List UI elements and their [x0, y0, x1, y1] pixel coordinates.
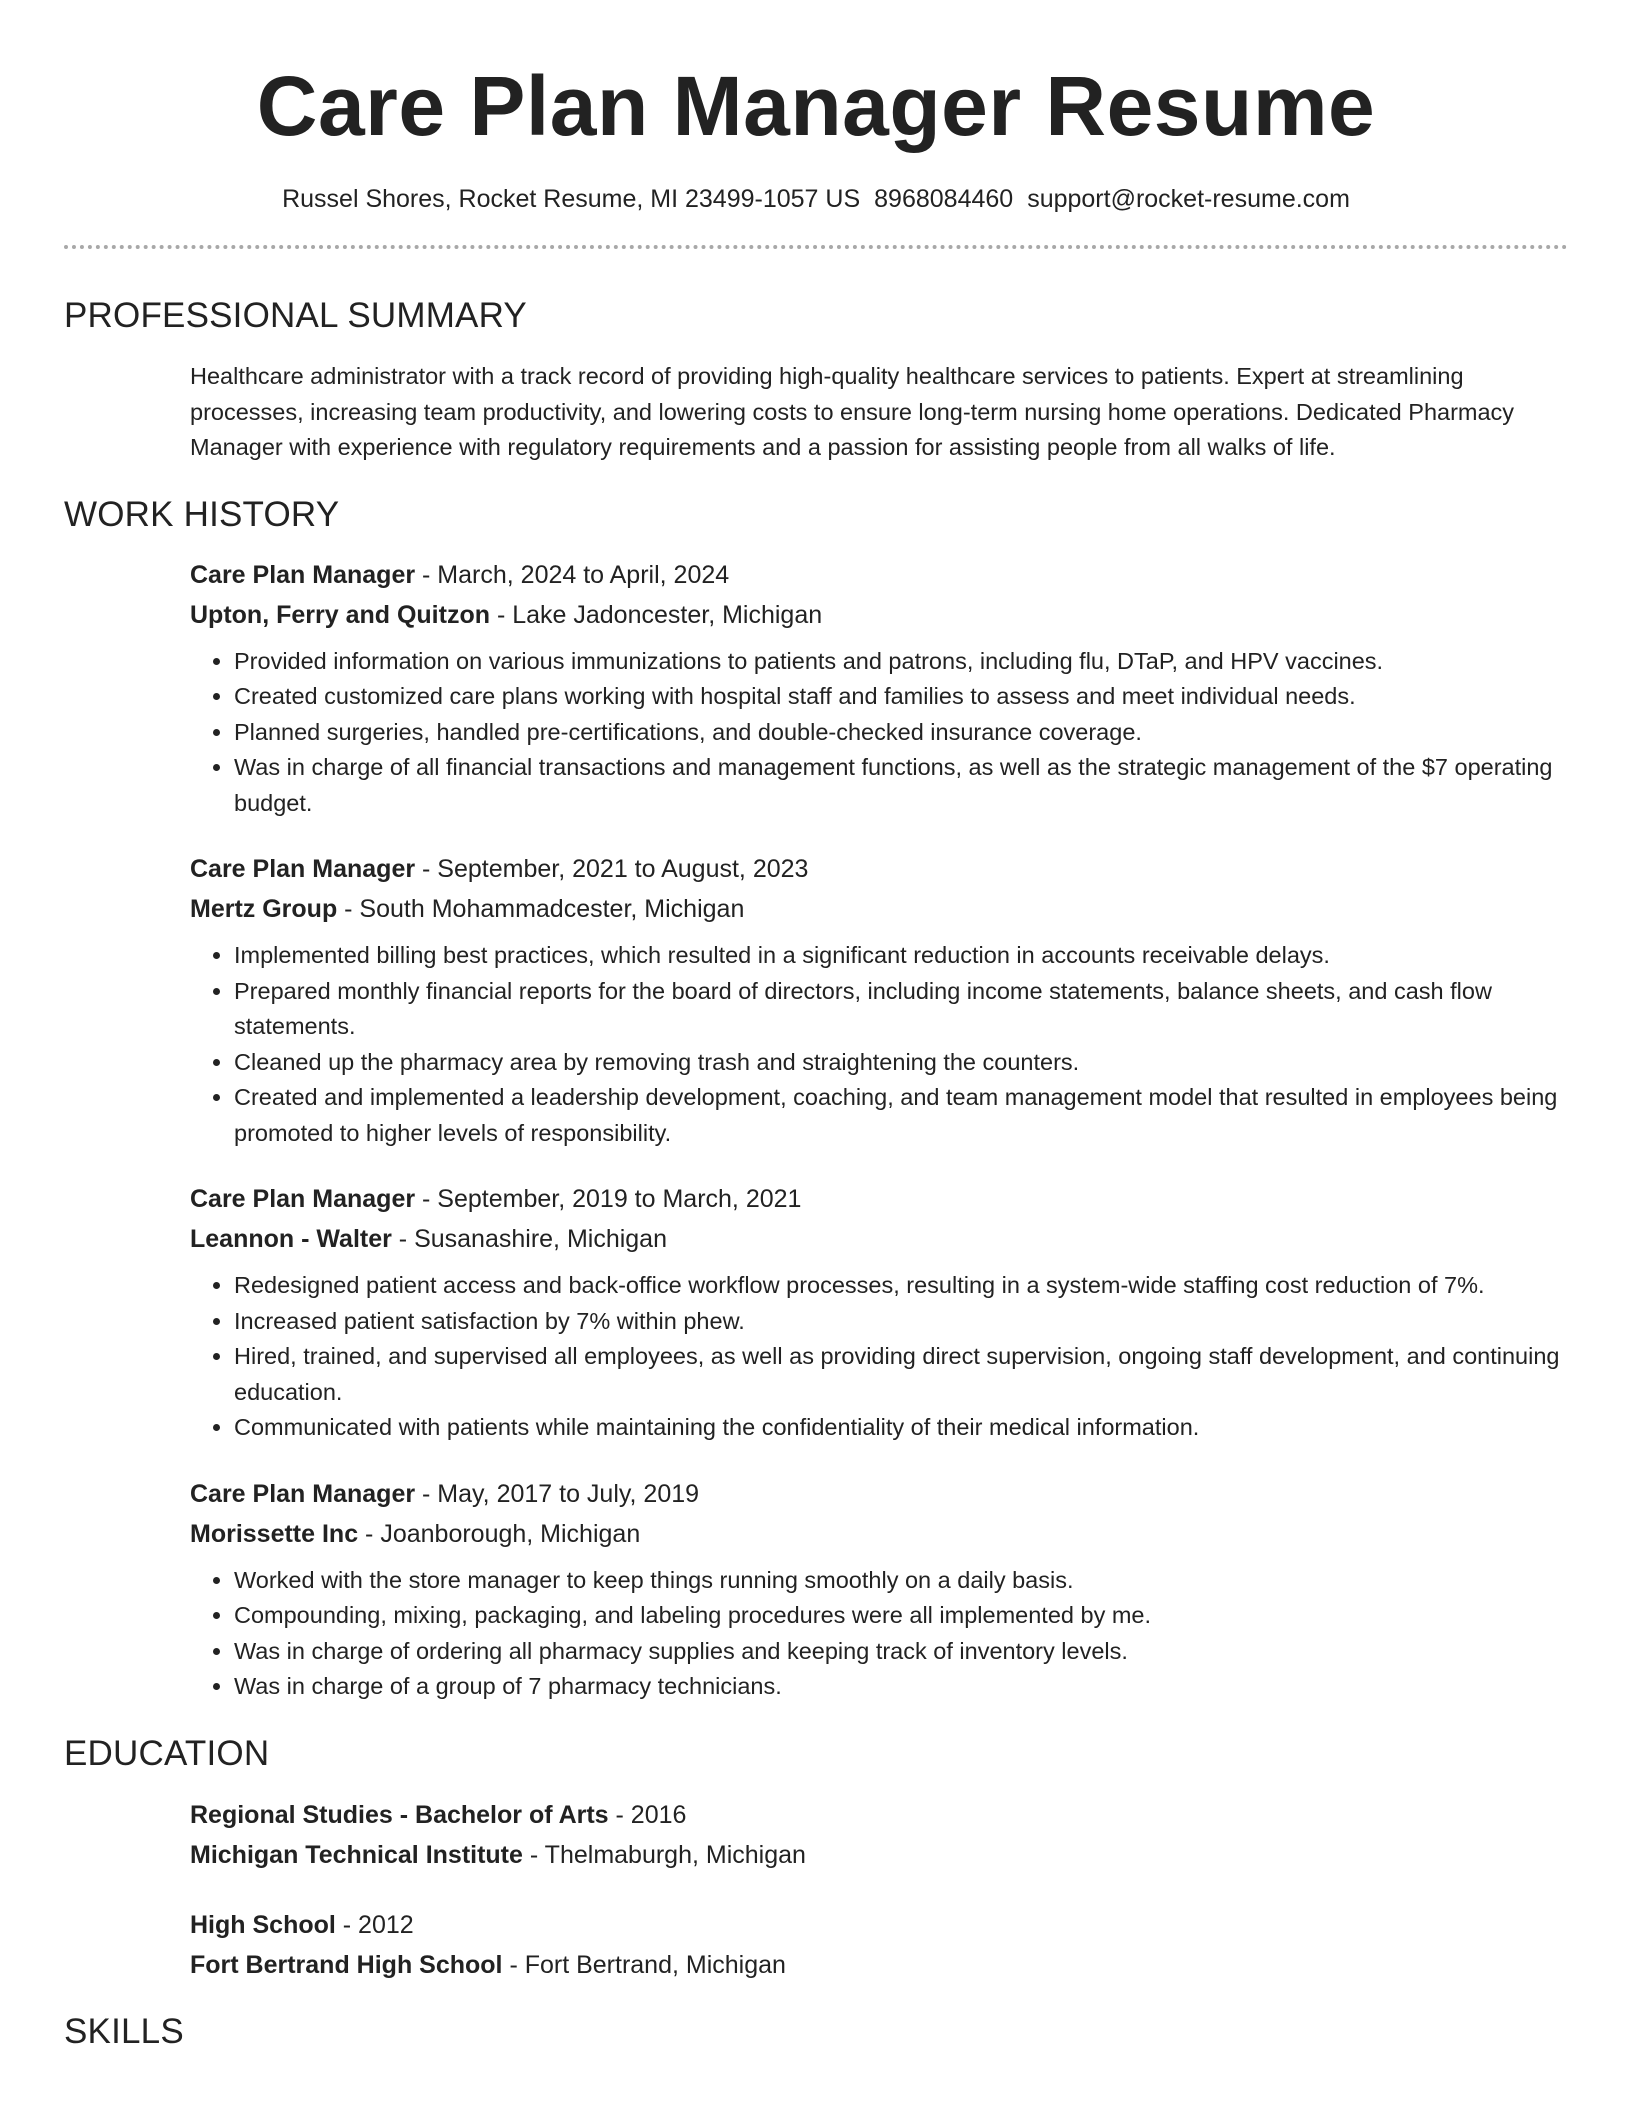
education-location: - Fort Bertrand, Michigan	[502, 1950, 786, 1979]
education-entry	[190, 1795, 1568, 1875]
job-bullet: • Compounding, mixing, packaging, and labeling procedures were all implemented by me.	[234, 1598, 1568, 1634]
job-entry	[190, 1474, 1568, 1705]
contact-email[interactable]: support@rocket-resume.com	[1027, 185, 1350, 213]
job-role: Care Plan Manager	[190, 855, 416, 883]
job-company-line	[190, 1219, 1568, 1259]
contact-phone: 8968084460	[874, 185, 1014, 213]
education-school-line	[190, 1945, 1568, 1985]
job-role-line	[190, 849, 1568, 889]
job-bullet: • Increased patient satisfaction by 7% within phew.	[234, 1304, 1568, 1340]
skills-heading: SKILLS	[64, 2011, 184, 2051]
education-year: - 2016	[608, 1800, 687, 1829]
job-bullet: • Was in charge of a group of 7 pharmacy technicians.	[234, 1669, 1568, 1705]
education-school: Michigan Technical Institute	[190, 1840, 523, 1869]
job-dates: - March, 2024 to April, 2024	[415, 560, 730, 589]
job-bullet: • Redesigned patient access and back-office workflow processes, resulting in a system-wide staffing cost reduction of 7%.	[234, 1268, 1568, 1304]
education-school-line	[190, 1835, 1568, 1875]
job-bullet: • Was in charge of all financial transactions and management functions, as well as the strategic management of the $7 operating budget.	[234, 750, 1568, 821]
education-entry	[190, 1905, 1568, 1985]
job-role-line	[190, 1474, 1568, 1514]
education-year: - 2012	[335, 1910, 414, 1939]
education-body	[190, 1795, 1568, 1985]
resume-page	[64, 0, 1568, 2112]
education-location: - Thelmaburgh, Michigan	[522, 1840, 806, 1869]
work-history-body	[190, 555, 1568, 1705]
job-bullets	[190, 644, 1568, 822]
contact-line	[64, 183, 1568, 215]
summary-section	[64, 295, 1568, 466]
job-role-line	[190, 555, 1568, 595]
job-entry	[190, 849, 1568, 1151]
job-bullet: • Prepared monthly financial reports for the board of directors, including income statements, balance sheets, and cash flow statements.	[234, 974, 1568, 1045]
job-company-line	[190, 1514, 1568, 1554]
summary-heading: PROFESSIONAL SUMMARY	[64, 296, 527, 335]
education-heading: EDUCATION	[64, 1733, 270, 1773]
job-location: - South Mohammadcester, Michigan	[337, 895, 745, 923]
job-dates: - September, 2019 to March, 2021	[415, 1185, 802, 1213]
job-bullet: • Created customized care plans working with hospital staff and families to assess and meet individual needs.	[234, 679, 1568, 715]
job-bullet: • Cleaned up the pharmacy area by removing trash and straightening the counters.	[234, 1045, 1568, 1081]
job-company: Upton, Ferry and Quitzon	[190, 600, 490, 629]
job-company-line	[190, 595, 1568, 635]
job-bullet: • Planned surgeries, handled pre-certifications, and double-checked insurance coverage.	[234, 715, 1568, 751]
job-bullet: • Implemented billing best practices, which resulted in a significant reduction in accounts receivable delays.	[234, 938, 1568, 974]
education-degree: High School	[190, 1910, 336, 1939]
contact-address: Russel Shores, Rocket Resume, MI 23499-1057 US	[282, 185, 861, 213]
education-degree: Regional Studies - Bachelor of Arts	[190, 1800, 609, 1829]
education-degree-line	[190, 1795, 1568, 1835]
education-section	[64, 1733, 1568, 1985]
job-bullet: • Created and implemented a leadership development, coaching, and team management model that resulted in employees being promoted to higher levels of responsibility.	[234, 1080, 1568, 1151]
job-bullets	[190, 938, 1568, 1151]
education-school: Fort Bertrand High School	[190, 1950, 503, 1979]
job-location: - Susanashire, Michigan	[391, 1225, 667, 1253]
education-degree-line	[190, 1905, 1568, 1945]
work-history-heading: WORK HISTORY	[64, 494, 340, 534]
job-bullet: • Communicated with patients while maintaining the confidentiality of their medical information.	[234, 1410, 1568, 1446]
skills-section	[64, 2011, 1568, 2053]
work-history-section	[64, 494, 1568, 1705]
job-company: Mertz Group	[190, 895, 338, 923]
job-company: Leannon - Walter	[190, 1225, 392, 1253]
job-role-line	[190, 1179, 1568, 1219]
job-role: Care Plan Manager	[190, 1185, 416, 1213]
job-company-line	[190, 889, 1568, 929]
summary-text: Healthcare administrator with a track record of providing high-quality healthcare services to patients. Expert at streamlining processes, increasing team productivity, and lowering costs to ensure long-term nursing home operations. Dedicated Pharmacy Manager with experience with regulatory requirements and a passion for assisting people from all walks of life.	[190, 363, 1515, 460]
job-bullet: • Was in charge of ordering all pharmacy supplies and keeping track of inventory levels.	[234, 1634, 1568, 1670]
job-bullets	[190, 1268, 1568, 1446]
job-bullets	[190, 1563, 1568, 1705]
summary-body	[190, 359, 1568, 466]
job-dates: - May, 2017 to July, 2019	[415, 1479, 700, 1508]
job-location: - Joanborough, Michigan	[358, 1519, 641, 1548]
job-bullet: • Worked with the store manager to keep things running smoothly on a daily basis.	[234, 1563, 1568, 1599]
job-role: Care Plan Manager	[190, 1479, 416, 1508]
job-role: Care Plan Manager	[190, 560, 416, 589]
job-bullet: • Hired, trained, and supervised all employees, as well as providing direct supervision, ongoing staff development, and continuing education.	[234, 1339, 1568, 1410]
job-entry	[190, 1179, 1568, 1446]
job-company: Morissette Inc	[190, 1519, 359, 1548]
job-bullet: • Provided information on various immunizations to patients and patrons, including flu, DTaP, and HPV vaccines.	[234, 644, 1568, 680]
header-divider	[64, 245, 1568, 249]
job-dates: - September, 2021 to August, 2023	[415, 855, 809, 883]
resume-title: Care Plan Manager Resume	[256, 59, 1376, 153]
job-entry	[190, 555, 1568, 822]
job-location: - Lake Jadoncester, Michigan	[490, 600, 823, 629]
